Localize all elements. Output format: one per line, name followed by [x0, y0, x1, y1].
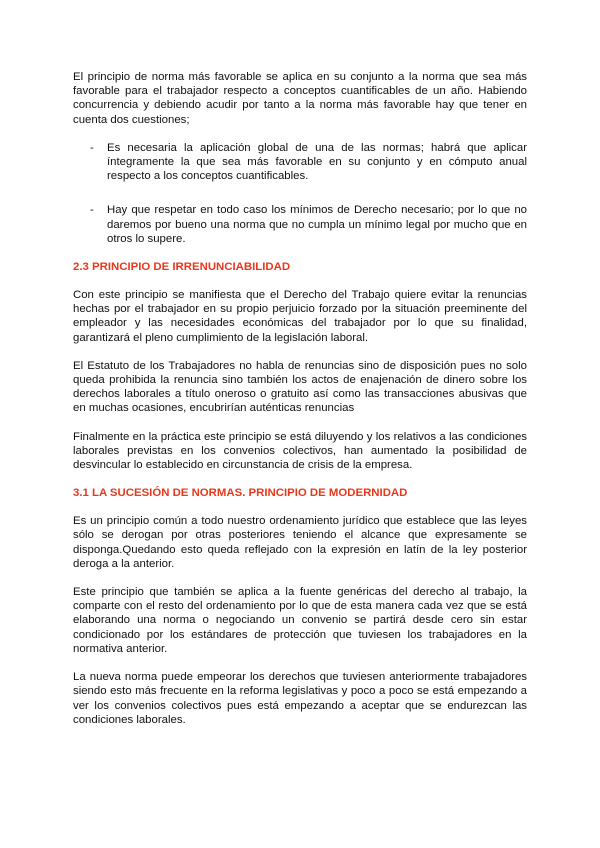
- section-heading-modernidad: 3.1 LA SUCESIÓN DE NORMAS. PRINCIPIO DE MODERNIDAD: [73, 487, 408, 500]
- intro-bullet-list: [73, 141, 527, 246]
- paragraph: El Estatuto de los Trabajadores no habla de renuncias sino de disposición pues no solo queda prohibida la renuncia sino también los actos de enajenación de dinero sobre los derechos laborales a título oneroso o gratuito así como las transacciones abusivas que en muchas ocasiones, encubrirían auténticas renuncias: [73, 359, 527, 415]
- bullet-marker: -: [90, 204, 94, 217]
- section-heading-irrenunciabilidad: 2.3 PRINCIPIO DE IRRENUNCIABILIDAD: [73, 261, 291, 274]
- paragraph: Finalmente en la práctica este principio se está diluyendo y los relativos a las condiciones laborales previstas en los convenios colectivos, han aumentado la posibilidad de desvincular lo establecido en circunstancia de crisis de la empresa.: [73, 430, 527, 472]
- paragraph: Este principio que también se aplica a la fuente genéricas del derecho al trabajo, la comparte con el resto del ordenamiento por lo que de esta manera cada vez que se está elaborando una norma o negociando un convenio se partirá desde cero sin estar condicionado por los estándares de protección que tuviesen los trabajadores en la normativa anterior.: [73, 586, 527, 655]
- bullet-marker: -: [90, 141, 94, 154]
- paragraph: Es un principio común a todo nuestro ordenamiento jurídico que establece que las leyes sólo se derogan por otras posteriores teniendo el alcance que expresamente se disponga.Quedando esto queda reflejado con la expresión en latín de la ley posterior deroga a la anterior.: [73, 515, 527, 570]
- bullet-text: Hay que respetar en todo caso los mínimos de Derecho necesario; por lo que no daremos por bueno una norma que no cumpla un mínimo legal por mucho que en otros lo supere.: [107, 204, 527, 245]
- paragraph: Con este principio se manifiesta que el Derecho del Trabajo quiere evitar la renuncias hechas por el trabajador en su propio perjuicio forzado por la situación preeminente del empleador y las necesidades económicas del trabajador por lo que su finalidad, garantizará el pleno cumplimiento de la legislación laboral.: [73, 289, 527, 344]
- intro-paragraph: El principio de norma más favorable se aplica en su conjunto a la norma que sea más favorable para el trabajador respecto a conceptos cuantificables de un año. Habiendo concurrencia y debiendo acudir por tanto a la norma más favorable hay que tener en cuenta dos cuestiones;: [73, 71, 527, 126]
- list-item: [73, 203, 527, 246]
- bullet-text: Es necesaria la aplicación global de una de las normas; habrá que aplicar íntegramente la que sea más favorable en su conjunto y en cómputo anual respecto a los conceptos cuantificables.: [107, 141, 527, 183]
- list-item: [73, 141, 527, 184]
- document-body: [73, 70, 527, 741]
- paragraph: La nueva norma puede empeorar los derechos que tuviesen anteriormente trabajadores siendo esto más frecuente en la reforma legislativas y poco a poco se está empezando a ver los convenios colectivos pues está empezando a aceptar que se endurezcan las condiciones laborales.: [73, 671, 527, 726]
